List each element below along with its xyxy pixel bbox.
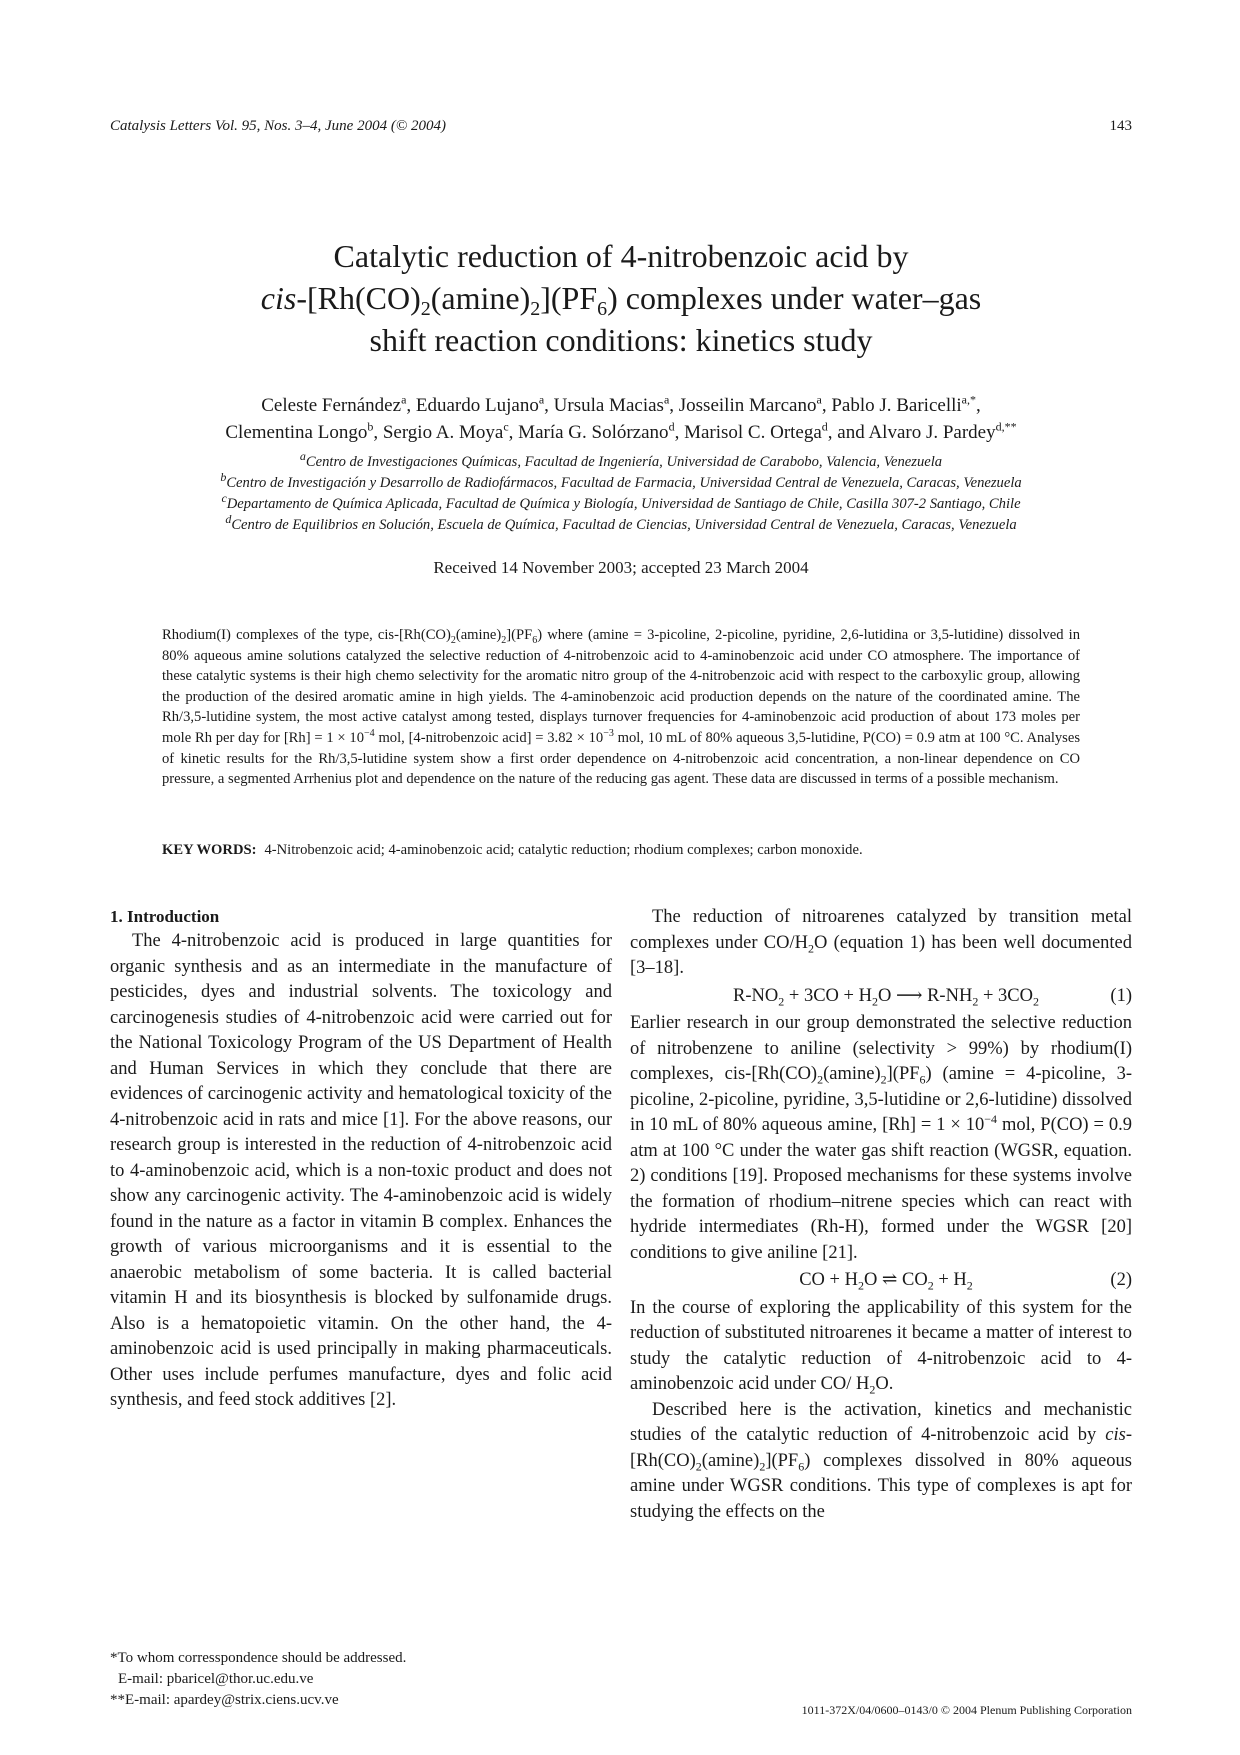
page-number: 143 (1109, 118, 1132, 134)
footnote-email-1: E-mail: pbaricel@thor.uc.edu.ve (118, 1671, 314, 1687)
equation-1: $R-NO_2 + 3CO + H_2O$ ⟶ $R-NH_2 + 3CO_2$ (1) (733, 985, 1132, 1009)
affiliation-c: $^c$Departamento de Química Aplicada, Facultad de Química y Biología, Universidad de Santiago de Chile, Casilla 307-2 Santiago, Chile (221, 491, 1021, 512)
running-head (110, 118, 1132, 135)
abstract: Rhodium(I) complexes of the type, cis-$[Rh(CO)_2(amine)_2](PF_6)$ where (amine = 3-picoline, 2-picoline, pyridine, 2,6-lutidina or 3,5-lutidine) dissolved in 80% aqueous amine solutions catalyzed the selective reduction of 4-nitrobenzoic acid to 4-aminobenzoic acid under CO atmosphere. The importance of these catalytic systems is their high chemo selectivity for the aromatic nitro group of the 4-nitrobenzoic acid with respect to the carboxylic group, allowing the production of the desired aromatic amine in high yields. The 4-aminobenzoic acid production depends on the nature of the coordinated amine. The Rh/3,5-lutidine system, the most active catalyst among tested, displays turnover frequencies for 4-aminobenzoic acid production of about 173 moles per mole Rh per day for $[Rh] = 1 \times 10^{-4}$ mol, [4-nitrobenzoic acid] = $3.82 \times 10^{-3}$ mol, 10 mL of 80% aqueous 3,5-lutidine, P(CO) = 0.9 atm at 100 °C. Analyses of kinetic results for the Rh/3,5-lutidine system show a first order dependence on 4-nitrobenzoic acid concentration, a non-linear dependence on CO pressure, a segmented Arrhenius plot and dependence on the nature of the reducing gas agent. These data are discussed in terms of a possible mechanism. (162, 627, 1081, 788)
right-paragraph-2: Earlier research in our group demonstrated the selective reduction of nitrobenzene to aniline (selectivity > 99%) by rhodium(I) complexes, cis-$[Rh(CO)_2(amine)_2](PF_6) (amine$ = 4-picoline, 3-picoline, 2-picoline, pyridine, 3,5-lutidine or 2,6-lutidine) dissolved in 10 mL of 80% aqueous amine, $[Rh] = 1 \times 10^{-4}$ mol, P(CO) = 0.9 atm at 100 °C under the water gas shift reaction (WGSR, equation. 2) conditions [19]. Proposed mechanisms for these systems involve the formation of rhodium–nitrene species which can react with hydride intermediates (Rh-H), formed under the WGSR [20] conditions to give aniline [21]. (630, 1013, 1132, 1263)
right-paragraph-4: Described here is the activation, kinetics and mechanistic studies of the catalytic reduction of 4-nitrobenzoic acid by cis-$[Rh(CO)_2(amine)_2](PF_6)$ complexes dissolved in 80% aqueous amine under WGSR conditions. This type of complexes is apt for studying the effects on the (630, 1399, 1132, 1522)
author-line-1: Celeste Fernández$^a$, Eduardo Lujano$^a$, Ursula Macias$^a$, Josseilin Marcano$^a$, Pablo J. Baricelli$^{a,*}$, (261, 392, 981, 416)
title-line-1: Catalytic reduction of 4-nitrobenzoic acid by (333, 238, 909, 274)
keywords (162, 842, 1080, 859)
footnote-email-2: **E-mail: apardey@strix.ciens.ucv.ve (110, 1692, 339, 1708)
author-list (110, 392, 1132, 446)
equation-1-number: (1) (1110, 985, 1132, 1006)
title-line-3: shift reaction conditions: kinetics study (369, 322, 873, 358)
keywords-text: 4-Nitrobenzoic acid; 4-aminobenzoic acid; catalytic reduction; rhodium complexes; carbon monoxide. (264, 842, 863, 858)
affiliations (110, 449, 1132, 536)
keywords-label: KEY WORDS: (162, 842, 257, 858)
left-column (110, 905, 612, 1414)
copyright-line: 1011-372X/04/0600–0143/0 © 2004 Plenum Publishing Corporation (801, 1703, 1132, 1717)
title-line-2: cis-$[Rh(CO)_2(amine)_2](PF_6)$ complexes under water–gas (260, 280, 982, 320)
right-column (630, 905, 1132, 1525)
paper-title (110, 235, 1132, 361)
section-heading-introduction: 1. Introduction (110, 907, 220, 926)
right-paragraph-1: The reduction of nitroarenes catalyzed by transition metal complexes under $CO/H_2O$ (equation 1) has been well documented [3–18]. (630, 907, 1133, 978)
affiliation-a: $^a$Centro de Investigaciones Químicas, Facultad de Ingeniería, Universidad de Carabobo, Valencia, Venezuela (299, 449, 943, 470)
equation-2: CO + $H_2O$ ⇌ $CO_2 + H_2$ (2) (799, 1270, 1132, 1293)
affiliation-d: $^d$Centro de Equilibrios en Solución, Escuela de Química, Facultad de Ciencias, Universidad Central de Venezuela, Caracas, Venezuela (225, 512, 1017, 533)
received-dates: Received 14 November 2003; accepted 23 March 2004 (433, 558, 809, 577)
journal-citation: Catalysis Letters Vol. 95, Nos. 3–4, June 2004 (© 2004) (110, 118, 446, 134)
intro-paragraph: The 4-nitrobenzoic acid is produced in large quantities for organic synthesis and as an intermediate in the manufacture of pesticides, dyes and industrial solvents. The toxicology and carcinogenesis studies of 4-nitrobenzoic acid were carried out for the National Toxicology Program of the US Department of Health and Human Services in which they conclude that there are evidences of carcinogenic activity and hematological toxicity of the 4-nitrobenzoic acid in rats and mice [1]. For the above reasons, our research group is interested in the reduction of 4-nitrobenzoic acid to 4-aminobenzoic acid, which is a non-toxic product and does not show any carcinogenic activity. The 4-aminobenzoic acid is widely found in the nature as a factor in vitamin B complex. Enhances the growth of various microorganisms and it is essential to the anaerobic metabolism of some bacteria. It is called bacterial vitamin H and its biosynthesis is blocked by sulfonamide drugs. Also is a hematopoietic vitamin. On the other hand, the 4-aminobenzoic acid is used principally in making pharmaceuticals. Other uses include perfumes manufacture, dyes and folic acid synthesis, and feed stock additives [2]. (110, 931, 612, 1410)
footnote-correspondence: *To whom corresspondence should be addressed. (110, 1650, 407, 1666)
equation-2-number: (2) (1110, 1270, 1132, 1290)
affiliation-b: $^b$Centro de Investigación y Desarrollo de Radiofármacos, Facultad de Farmacia, Universidad Central de Venezuela, Caracas, Venezuela (220, 470, 1022, 491)
right-paragraph-3: In the course of exploring the applicability of this system for the reduction of substituted nitroarenes it became a matter of interest to study the catalytic reduction of 4-nitrobenzoic acid to 4-aminobenzoic acid under CO/ $H_2O$. (630, 1297, 1132, 1397)
author-line-2: Clementina Longo$^b$, Sergio A. Moya$^c$, María G. Solórzano$^d$, Marisol C. Ortega$^d$, and Alvaro J. Pardey$^{d,**}$ (225, 419, 1017, 443)
footnotes (110, 1648, 612, 1711)
